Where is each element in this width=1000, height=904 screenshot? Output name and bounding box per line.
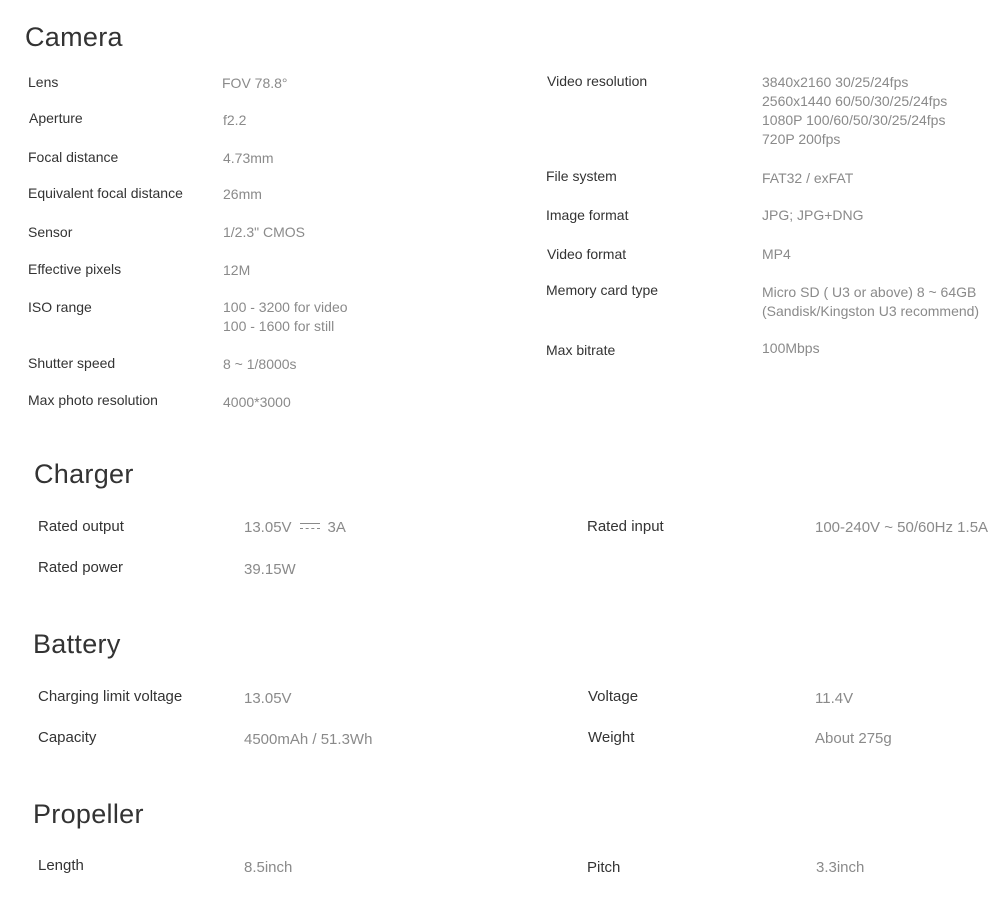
sensor-value: 1/2.3" CMOS [223, 224, 305, 240]
battery-section-title: Battery [33, 629, 121, 659]
weight-value: About 275g [815, 730, 892, 747]
iso-range-still: 100 - 1600 for still [223, 318, 335, 334]
max-photo-resolution-label: Max photo resolution [28, 392, 158, 408]
pitch-label: Pitch [587, 859, 621, 876]
charging-limit-voltage-label: Charging limit voltage [38, 688, 183, 705]
aperture-value: f2.2 [223, 112, 247, 128]
charger-section-title: Charger [34, 459, 134, 489]
iso-range-value [223, 298, 348, 336]
focal-distance-label: Focal distance [28, 149, 119, 165]
video-resolution-2k: 2560x1440 60/50/30/25/24fps [762, 93, 948, 109]
video-resolution-1080p: 1080P 100/60/50/30/25/24fps [762, 112, 946, 128]
capacity-value: 4500mAh / 51.3Wh [244, 731, 373, 748]
max-bitrate-value: 100Mbps [762, 340, 820, 356]
video-format-label: Video format [547, 246, 627, 262]
video-resolution-720p: 720P 200fps [762, 131, 841, 147]
camera-section-title: Camera [25, 22, 123, 52]
image-format-label: Image format [546, 207, 629, 223]
rated-input-label: Rated input [587, 518, 664, 535]
effective-pixels-value: 12M [223, 262, 251, 278]
iso-range-video: 100 - 3200 for video [223, 299, 348, 315]
iso-range-label: ISO range [28, 299, 92, 315]
max-bitrate-label: Max bitrate [546, 342, 616, 358]
video-resolution-value [762, 73, 947, 149]
max-photo-resolution-value: 4000*3000 [223, 394, 291, 410]
voltage-label: Voltage [588, 688, 639, 705]
capacity-label: Capacity [38, 729, 97, 746]
pitch-value: 3.3inch [816, 859, 865, 876]
charging-limit-voltage-value: 13.05V [244, 690, 292, 707]
focal-distance-value: 4.73mm [223, 150, 274, 166]
video-format-value: MP4 [762, 246, 791, 262]
length-value: 8.5inch [244, 859, 293, 876]
memory-card-type-value [762, 283, 979, 321]
rated-output-label: Rated output [38, 518, 124, 535]
effective-pixels-label: Effective pixels [28, 261, 122, 277]
sensor-label: Sensor [28, 224, 73, 240]
shutter-speed-label: Shutter speed [28, 355, 116, 371]
lens-label: Lens [28, 74, 59, 90]
dc-symbol-icon [300, 523, 320, 531]
rated-output-voltage: 13.05V [244, 519, 292, 536]
propeller-section-title: Propeller [33, 799, 144, 829]
file-system-value: FAT32 / exFAT [762, 170, 854, 186]
rated-output-current: 3A [327, 519, 346, 536]
rated-input-value: 100-240V ~ 50/60Hz 1.5A [815, 519, 989, 536]
lens-value: FOV 78.8° [222, 75, 288, 91]
rated-power-label: Rated power [38, 559, 124, 576]
memory-card-type-line-1: Micro SD ( U3 or above) 8 ~ 64GB [762, 284, 977, 300]
equivalent-focal-distance-value: 26mm [223, 186, 262, 202]
video-resolution-4k: 3840x2160 30/25/24fps [762, 74, 909, 90]
rated-output-value [244, 519, 346, 536]
aperture-label: Aperture [29, 110, 83, 126]
length-label: Length [38, 857, 84, 874]
image-format-value: JPG; JPG+DNG [762, 207, 864, 223]
rated-power-value: 39.15W [244, 561, 296, 578]
voltage-value: 11.4V [815, 690, 854, 707]
video-resolution-label: Video resolution [547, 73, 648, 89]
weight-label: Weight [588, 729, 635, 746]
memory-card-type-label: Memory card type [546, 282, 659, 298]
memory-card-type-line-2: (Sandisk/Kingston U3 recommend) [762, 303, 980, 319]
file-system-label: File system [546, 168, 617, 184]
shutter-speed-value: 8 ~ 1/8000s [223, 356, 297, 372]
equivalent-focal-distance-label: Equivalent focal distance [28, 185, 183, 201]
